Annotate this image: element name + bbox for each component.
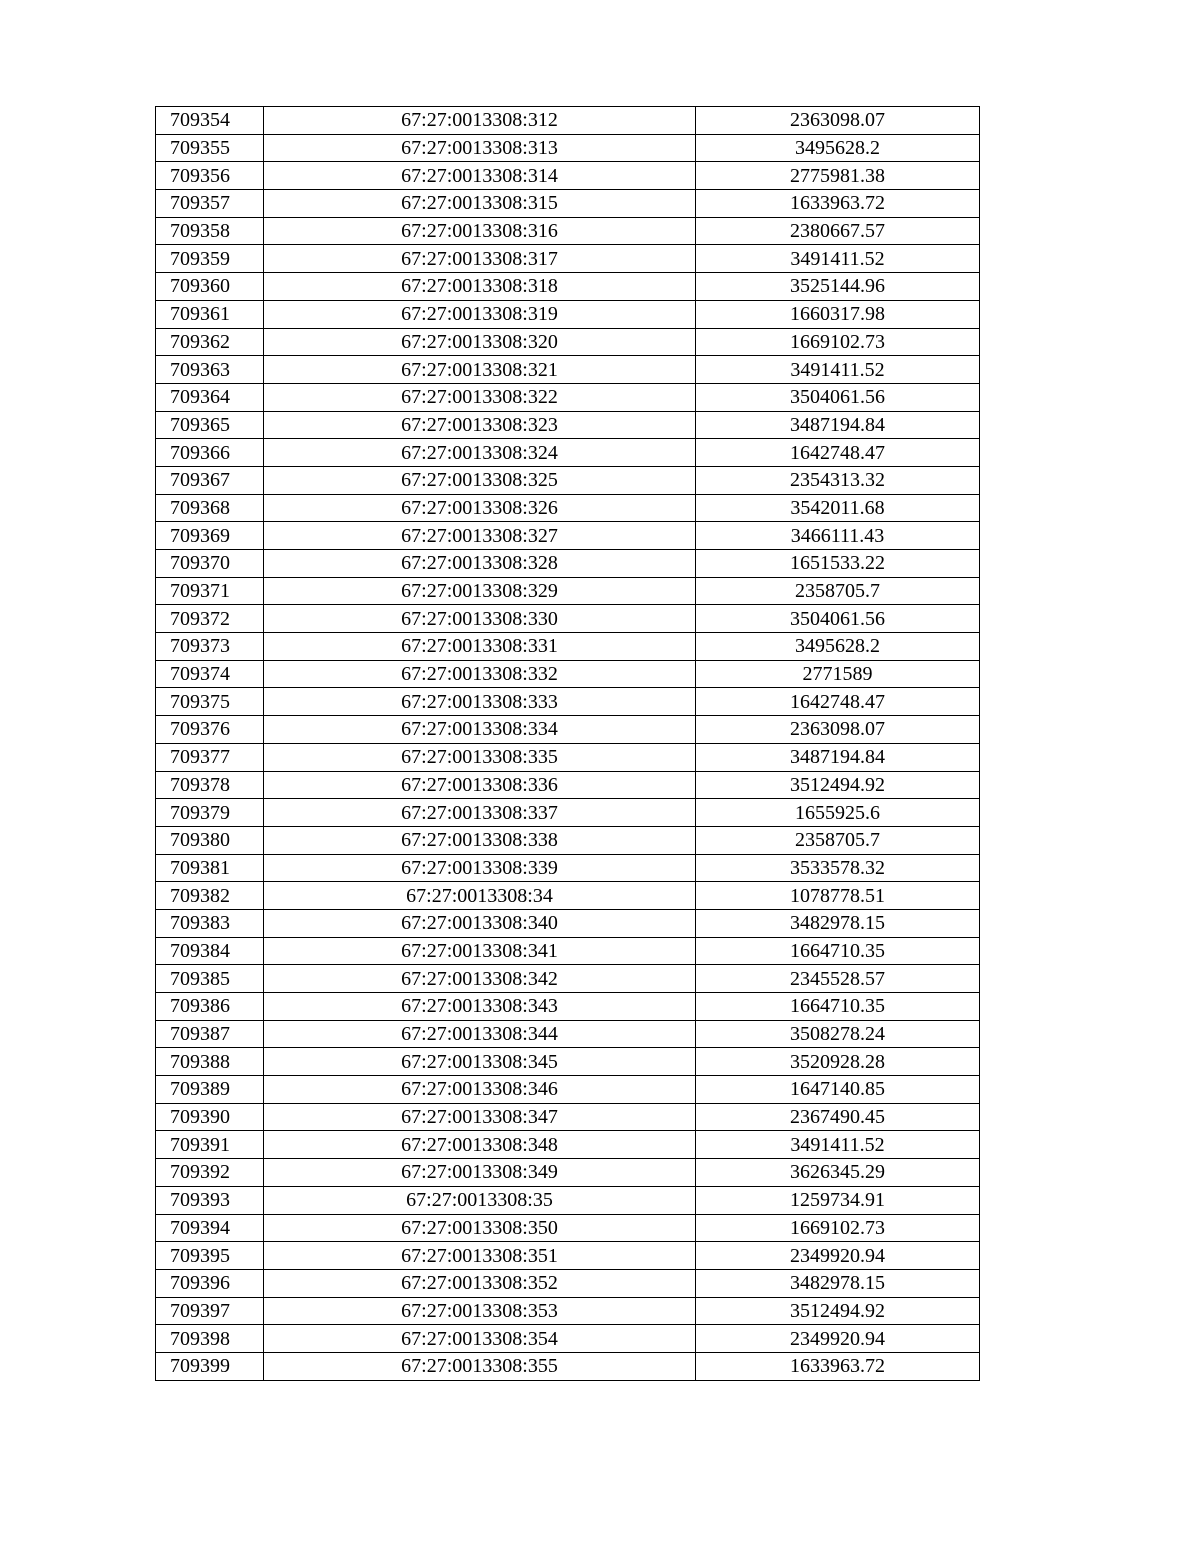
row-number-cell: 709355 [156,134,264,162]
cadastral-number-cell: 67:27:0013308:324 [264,439,696,467]
table-row [156,716,980,744]
row-number-cell: 709376 [156,716,264,744]
cadastral-number-cell: 67:27:0013308:349 [264,1159,696,1187]
table-row [156,660,980,688]
cadastral-number-cell: 67:27:0013308:345 [264,1048,696,1076]
table-row [156,494,980,522]
cadastral-number-cell: 67:27:0013308:352 [264,1269,696,1297]
table-row [156,743,980,771]
table-row [156,1325,980,1353]
table-row [156,882,980,910]
value-cell: 2349920.94 [696,1325,980,1353]
cadastral-number-cell: 67:27:0013308:316 [264,217,696,245]
value-cell: 3504061.56 [696,605,980,633]
value-cell: 3466111.43 [696,522,980,550]
cadastral-number-cell: 67:27:0013308:331 [264,633,696,661]
row-number-cell: 709392 [156,1159,264,1187]
cadastral-number-cell: 67:27:0013308:317 [264,245,696,273]
row-number-cell: 709389 [156,1076,264,1104]
cadastral-number-cell: 67:27:0013308:353 [264,1297,696,1325]
row-number-cell: 709391 [156,1131,264,1159]
row-number-cell: 709375 [156,688,264,716]
row-number-cell: 709377 [156,743,264,771]
value-cell: 3512494.92 [696,771,980,799]
table-row [156,383,980,411]
row-number-cell: 709394 [156,1214,264,1242]
value-cell: 2380667.57 [696,217,980,245]
value-cell: 3512494.92 [696,1297,980,1325]
row-number-cell: 709365 [156,411,264,439]
cadastral-number-cell: 67:27:0013308:314 [264,162,696,190]
table-row [156,245,980,273]
value-cell: 1669102.73 [696,328,980,356]
row-number-cell: 709381 [156,854,264,882]
table-row [156,190,980,218]
value-cell: 3491411.52 [696,245,980,273]
row-number-cell: 709379 [156,799,264,827]
cadastral-number-cell: 67:27:0013308:355 [264,1352,696,1380]
value-cell: 1669102.73 [696,1214,980,1242]
cadastral-number-cell: 67:27:0013308:312 [264,107,696,135]
cadastral-number-cell: 67:27:0013308:315 [264,190,696,218]
cadastral-number-cell: 67:27:0013308:318 [264,273,696,301]
row-number-cell: 709371 [156,577,264,605]
value-cell: 2363098.07 [696,107,980,135]
table-row [156,1131,980,1159]
value-cell: 3533578.32 [696,854,980,882]
row-number-cell: 709399 [156,1352,264,1380]
cadastral-number-cell: 67:27:0013308:333 [264,688,696,716]
table-body [156,107,980,1381]
value-cell: 3520928.28 [696,1048,980,1076]
row-number-cell: 709359 [156,245,264,273]
cadastral-number-cell: 67:27:0013308:34 [264,882,696,910]
row-number-cell: 709372 [156,605,264,633]
table-row [156,1352,980,1380]
row-number-cell: 709390 [156,1103,264,1131]
row-number-cell: 709369 [156,522,264,550]
table-row [156,439,980,467]
row-number-cell: 709362 [156,328,264,356]
table-row [156,771,980,799]
cadastral-number-cell: 67:27:0013308:338 [264,826,696,854]
value-cell: 1642748.47 [696,688,980,716]
table-row [156,1020,980,1048]
cadastral-number-cell: 67:27:0013308:330 [264,605,696,633]
row-number-cell: 709382 [156,882,264,910]
cadastral-number-cell: 67:27:0013308:335 [264,743,696,771]
cadastral-number-cell: 67:27:0013308:337 [264,799,696,827]
cadastral-number-cell: 67:27:0013308:323 [264,411,696,439]
table-row [156,328,980,356]
table-row [156,965,980,993]
table-row [156,1159,980,1187]
value-cell: 3508278.24 [696,1020,980,1048]
table-row [156,162,980,190]
table-row [156,1103,980,1131]
cadastral-number-cell: 67:27:0013308:336 [264,771,696,799]
value-cell: 3482978.15 [696,909,980,937]
row-number-cell: 709367 [156,466,264,494]
table-row [156,466,980,494]
cadastral-number-cell: 67:27:0013308:343 [264,993,696,1021]
table-row [156,826,980,854]
value-cell: 2771589 [696,660,980,688]
row-number-cell: 709360 [156,273,264,301]
value-cell: 3626345.29 [696,1159,980,1187]
value-cell: 1633963.72 [696,1352,980,1380]
row-number-cell: 709370 [156,550,264,578]
table-row [156,1297,980,1325]
value-cell: 2358705.7 [696,577,980,605]
cadastral-number-cell: 67:27:0013308:329 [264,577,696,605]
table-row [156,1214,980,1242]
row-number-cell: 709358 [156,217,264,245]
cadastral-number-cell: 67:27:0013308:339 [264,854,696,882]
value-cell: 1664710.35 [696,993,980,1021]
cadastral-number-cell: 67:27:0013308:344 [264,1020,696,1048]
row-number-cell: 709387 [156,1020,264,1048]
row-number-cell: 709354 [156,107,264,135]
table-row [156,217,980,245]
table-row [156,688,980,716]
cadastral-number-cell: 67:27:0013308:354 [264,1325,696,1353]
table-row [156,107,980,135]
cadastral-number-cell: 67:27:0013308:350 [264,1214,696,1242]
row-number-cell: 709357 [156,190,264,218]
row-number-cell: 709378 [156,771,264,799]
value-cell: 3542011.68 [696,494,980,522]
row-number-cell: 709385 [156,965,264,993]
cadastral-number-cell: 67:27:0013308:348 [264,1131,696,1159]
table-row [156,1186,980,1214]
value-cell: 3491411.52 [696,1131,980,1159]
cadastral-number-cell: 67:27:0013308:347 [264,1103,696,1131]
table-row [156,577,980,605]
table-row [156,300,980,328]
value-cell: 2358705.7 [696,826,980,854]
table-row [156,550,980,578]
cadastral-number-cell: 67:27:0013308:322 [264,383,696,411]
value-cell: 1647140.85 [696,1076,980,1104]
value-cell: 1660317.98 [696,300,980,328]
row-number-cell: 709361 [156,300,264,328]
value-cell: 3525144.96 [696,273,980,301]
row-number-cell: 709384 [156,937,264,965]
cadastral-number-cell: 67:27:0013308:320 [264,328,696,356]
value-cell: 2363098.07 [696,716,980,744]
value-cell: 1633963.72 [696,190,980,218]
value-cell: 3504061.56 [696,383,980,411]
table-row [156,134,980,162]
value-cell: 3482978.15 [696,1269,980,1297]
value-cell: 3495628.2 [696,633,980,661]
row-number-cell: 709364 [156,383,264,411]
row-number-cell: 709374 [156,660,264,688]
table-row [156,937,980,965]
value-cell: 2345528.57 [696,965,980,993]
row-number-cell: 709363 [156,356,264,384]
table-row [156,1269,980,1297]
cadastral-number-cell: 67:27:0013308:341 [264,937,696,965]
table-row [156,605,980,633]
cadastral-number-cell: 67:27:0013308:313 [264,134,696,162]
value-cell: 3491411.52 [696,356,980,384]
cadastral-number-cell: 67:27:0013308:326 [264,494,696,522]
cadastral-value-table [155,106,980,1381]
cadastral-number-cell: 67:27:0013308:351 [264,1242,696,1270]
table-row [156,854,980,882]
table-row [156,993,980,1021]
table-row [156,1242,980,1270]
cadastral-number-cell: 67:27:0013308:332 [264,660,696,688]
table-row [156,273,980,301]
cadastral-number-cell: 67:27:0013308:340 [264,909,696,937]
cadastral-number-cell: 67:27:0013308:346 [264,1076,696,1104]
value-cell: 1259734.91 [696,1186,980,1214]
table-row [156,1048,980,1076]
table-row [156,356,980,384]
value-cell: 2354313.32 [696,466,980,494]
row-number-cell: 709397 [156,1297,264,1325]
cadastral-number-cell: 67:27:0013308:35 [264,1186,696,1214]
row-number-cell: 709393 [156,1186,264,1214]
value-cell: 3487194.84 [696,411,980,439]
row-number-cell: 709396 [156,1269,264,1297]
row-number-cell: 709366 [156,439,264,467]
value-cell: 1078778.51 [696,882,980,910]
cadastral-number-cell: 67:27:0013308:328 [264,550,696,578]
row-number-cell: 709398 [156,1325,264,1353]
value-cell: 1664710.35 [696,937,980,965]
cadastral-number-cell: 67:27:0013308:325 [264,466,696,494]
value-cell: 2349920.94 [696,1242,980,1270]
value-cell: 3495628.2 [696,134,980,162]
row-number-cell: 709388 [156,1048,264,1076]
value-cell: 2775981.38 [696,162,980,190]
row-number-cell: 709356 [156,162,264,190]
table-row [156,633,980,661]
value-cell: 3487194.84 [696,743,980,771]
cadastral-number-cell: 67:27:0013308:342 [264,965,696,993]
table-row [156,1076,980,1104]
table-row [156,411,980,439]
row-number-cell: 709373 [156,633,264,661]
row-number-cell: 709380 [156,826,264,854]
table-row [156,909,980,937]
table-row [156,799,980,827]
row-number-cell: 709368 [156,494,264,522]
row-number-cell: 709395 [156,1242,264,1270]
cadastral-number-cell: 67:27:0013308:327 [264,522,696,550]
value-cell: 1642748.47 [696,439,980,467]
value-cell: 1655925.6 [696,799,980,827]
cadastral-number-cell: 67:27:0013308:319 [264,300,696,328]
table-row [156,522,980,550]
row-number-cell: 709383 [156,909,264,937]
cadastral-number-cell: 67:27:0013308:334 [264,716,696,744]
value-cell: 2367490.45 [696,1103,980,1131]
row-number-cell: 709386 [156,993,264,1021]
value-cell: 1651533.22 [696,550,980,578]
cadastral-number-cell: 67:27:0013308:321 [264,356,696,384]
